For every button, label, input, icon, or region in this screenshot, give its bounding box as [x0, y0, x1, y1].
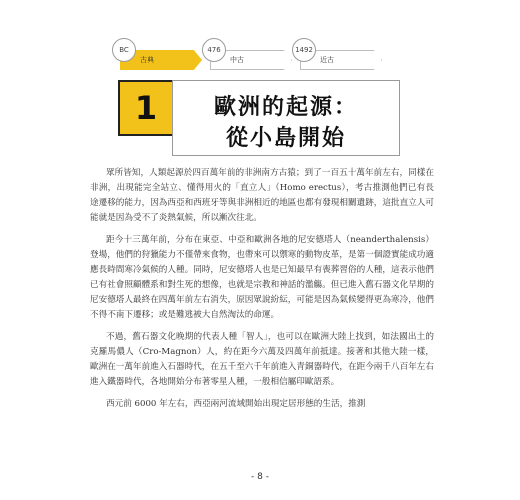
timeline-period: 近古 — [320, 56, 334, 64]
chapter-title-line-2: 從小島開始 — [225, 126, 346, 151]
page-number: - 8 - — [251, 472, 269, 482]
paragraph: 眾所皆知，人類起源於四百萬年前的非洲南方古猿；到了一百五十萬年前左右，同樣在非洲，出現能完全站立、懂得用火的「直立人」（Homo erectus），考古推測他們已有長途遷移的能力，因為西亞和西班牙等與非洲相近的地區也都有發現相關遺跡，這批直立人可能就是因為受不了炎熱氣候，所以漸次往北。 — [90, 168, 434, 223]
timeline-year: BC — [112, 38, 136, 62]
body-text — [90, 166, 434, 419]
timeline-year: 476 — [202, 38, 226, 62]
paragraph: 不過，舊石器文化晚期的代表人種「智人」，也可以在歐洲大陸上找到，如法國出土的克羅馬儂人（Cro-Magnon）人，約在距今六萬及四萬年前抵達。接著和其他大陸一樣，歐洲在一萬年前進入石器時代，在五千至六千年前進入青銅器時代，在距今兩千八百年左右進入鐵器時代，各地開始分布著零星人種，一般相信屬印歐語系。 — [90, 332, 434, 387]
timeline-item-476 — [202, 38, 292, 74]
chapter-title-line-1: 歐洲的起源： — [213, 95, 358, 120]
paragraph: 西元前 6000 年左右，西亞兩河流域開始出現定居形態的生活，推測 — [106, 399, 366, 409]
chapter-title-box — [172, 80, 400, 156]
timeline-period: 古典 — [140, 56, 154, 64]
paragraph: 距今十三萬年前，分布在東亞、中亞和歐洲各地的尼安德塔人（neanderthalensis）登場，他們的狩獵能力不僅帶來食物，也帶來可以禦寒的動物皮革，是第一個證實能成功適應長時間寒冷氣候的人種。同時，尼安德塔人也是已知最早有喪葬習俗的人種，這表示他們已有社會照顧體系和對生死的想像，也就是宗教和神話的濫觴。但已進入舊石器文化早期的尼安德塔人最終在四萬年前左右消失，原因眾說紛紜，可能是因為氣候變得更為寒冷，他們不得不南下遷移；或是難逃被大自然淘汰的命運。 — [90, 235, 434, 320]
timeline-item-1492 — [292, 38, 382, 74]
timeline-item-bc — [112, 38, 202, 74]
timeline-period: 中古 — [230, 56, 244, 64]
timeline — [112, 38, 412, 74]
chapter-number: 1 — [118, 80, 174, 136]
timeline-year: 1492 — [292, 38, 316, 62]
